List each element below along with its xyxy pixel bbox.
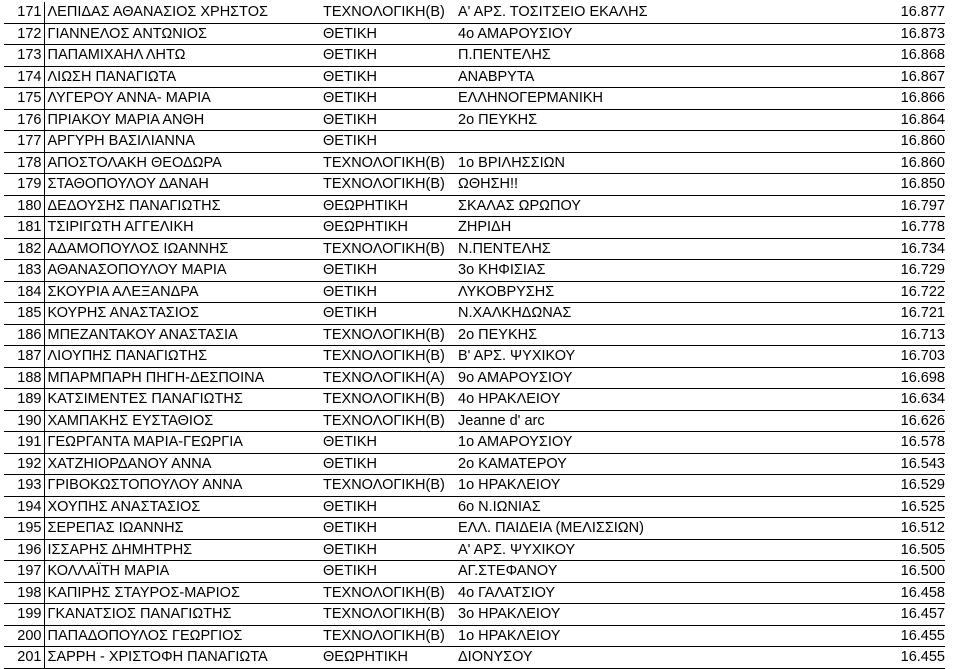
grade-cell: 16.543 bbox=[745, 453, 945, 475]
rank-cell: 186 bbox=[4, 324, 44, 346]
grade-cell: 16.797 bbox=[745, 195, 945, 217]
direction-cell: ΤΕΧΝΟΛΟΓΙΚΗ(Β) bbox=[320, 174, 455, 196]
grade-cell: 16.873 bbox=[745, 23, 945, 45]
rank-cell: 194 bbox=[4, 496, 44, 518]
student-name-cell: ΛΥΓΕΡΟΥ ΑΝΝΑ- ΜΑΡΙΑ bbox=[44, 88, 320, 110]
student-name-cell: ΑΘΑΝΑΣΟΠΟΥΛΟΥ ΜΑΡΙΑ bbox=[44, 260, 320, 282]
school-cell: ΛΥΚΟΒΡΥΣΗΣ bbox=[455, 281, 745, 303]
student-name-cell: ΙΣΣΑΡΗΣ ΔΗΜΗΤΡΗΣ bbox=[44, 539, 320, 561]
direction-cell: ΘΕΤΙΚΗ bbox=[320, 23, 455, 45]
table-row bbox=[4, 217, 945, 239]
grade-cell: 16.698 bbox=[745, 367, 945, 389]
direction-cell: ΤΕΧΝΟΛΟΓΙΚΗ(Β) bbox=[320, 238, 455, 260]
school-cell: ΑΓ.ΣΤΕΦΑΝΟΥ bbox=[455, 561, 745, 583]
school-cell: Ν.ΧΑΛΚΗΔΩΝΑΣ bbox=[455, 303, 745, 325]
student-name-cell: ΠΑΠΑΜΙΧΑΗΛ ΛΗΤΩ bbox=[44, 45, 320, 67]
direction-cell: ΘΕΤΙΚΗ bbox=[320, 88, 455, 110]
direction-cell: ΘΕΤΙΚΗ bbox=[320, 561, 455, 583]
grade-cell: 16.505 bbox=[745, 539, 945, 561]
direction-cell: ΘΕΤΙΚΗ bbox=[320, 432, 455, 454]
grade-cell: 16.713 bbox=[745, 324, 945, 346]
rank-cell: 190 bbox=[4, 410, 44, 432]
student-name-cell: ΣΑΡΡΗ - ΧΡΙΣΤΟΦΗ ΠΑΝΑΓΙΩΤΑ bbox=[44, 647, 320, 669]
direction-cell: ΤΕΧΝΟΛΟΓΙΚΗ(Β) bbox=[320, 475, 455, 497]
student-name-cell: ΓΡΙΒΟΚΩΣΤΟΠΟΥΛΟΥ ΑΝΝΑ bbox=[44, 475, 320, 497]
table-row bbox=[4, 410, 945, 432]
table-row bbox=[4, 45, 945, 67]
grade-cell: 16.867 bbox=[745, 66, 945, 88]
student-name-cell: ΚΑΠΙΡΗΣ ΣΤΑΥΡΟΣ-ΜΑΡΙΟΣ bbox=[44, 582, 320, 604]
rank-cell: 183 bbox=[4, 260, 44, 282]
student-name-cell: ΣΚΟΥΡΙΑ ΑΛΕΞΑΝΔΡΑ bbox=[44, 281, 320, 303]
table-row bbox=[4, 367, 945, 389]
table-row bbox=[4, 475, 945, 497]
school-cell: 4ο ΑΜΑΡΟΥΣΙΟΥ bbox=[455, 23, 745, 45]
rank-cell: 175 bbox=[4, 88, 44, 110]
direction-cell: ΤΕΧΝΟΛΟΓΙΚΗ(Β) bbox=[320, 346, 455, 368]
table-row bbox=[4, 174, 945, 196]
student-name-cell: ΣΕΡΕΠΑΣ ΙΩΑΝΝΗΣ bbox=[44, 518, 320, 540]
direction-cell: ΘΕΤΙΚΗ bbox=[320, 539, 455, 561]
rank-cell: 174 bbox=[4, 66, 44, 88]
direction-cell: ΤΕΧΝΟΛΟΓΙΚΗ(Β) bbox=[320, 410, 455, 432]
direction-cell: ΘΕΤΙΚΗ bbox=[320, 518, 455, 540]
table-row bbox=[4, 131, 945, 153]
rank-cell: 200 bbox=[4, 625, 44, 647]
rank-cell: 197 bbox=[4, 561, 44, 583]
student-name-cell: ΓΕΩΡΓΑΝΤΑ ΜΑΡΙΑ-ΓΕΩΡΓΙΑ bbox=[44, 432, 320, 454]
table-row bbox=[4, 604, 945, 626]
direction-cell: ΤΕΧΝΟΛΟΓΙΚΗ(Β) bbox=[320, 324, 455, 346]
grade-cell: 16.850 bbox=[745, 174, 945, 196]
rank-cell: 184 bbox=[4, 281, 44, 303]
grade-cell: 16.703 bbox=[745, 346, 945, 368]
student-name-cell: ΑΠΟΣΤΟΛΑΚΗ ΘΕΟΔΩΡΑ bbox=[44, 152, 320, 174]
table-row bbox=[4, 561, 945, 583]
school-cell: ΕΛΛΗΝΟΓΕΡΜΑΝΙΚΗ bbox=[455, 88, 745, 110]
table-row bbox=[4, 281, 945, 303]
rank-cell: 177 bbox=[4, 131, 44, 153]
results-table bbox=[4, 2, 945, 669]
school-cell: Α' ΑΡΣ. ΤΟΣΙΤΣΕΙΟ ΕΚΑΛΗΣ bbox=[455, 2, 745, 23]
school-cell: ΑΝΑΒΡΥΤΑ bbox=[455, 66, 745, 88]
grade-cell: 16.729 bbox=[745, 260, 945, 282]
school-cell: Ν.ΠΕΝΤΕΛΗΣ bbox=[455, 238, 745, 260]
grade-cell: 16.455 bbox=[745, 647, 945, 669]
direction-cell: ΘΕΤΙΚΗ bbox=[320, 303, 455, 325]
direction-cell: ΤΕΧΝΟΛΟΓΙΚΗ(Α) bbox=[320, 367, 455, 389]
table-row bbox=[4, 496, 945, 518]
student-name-cell: ΜΠΑΡΜΠΑΡΗ ΠΗΓΗ-ΔΕΣΠΟΙΝΑ bbox=[44, 367, 320, 389]
school-cell: 6ο Ν.ΙΩΝΙΑΣ bbox=[455, 496, 745, 518]
student-name-cell: ΛΕΠΙΔΑΣ ΑΘΑΝΑΣΙΟΣ ΧΡΗΣΤΟΣ bbox=[44, 2, 320, 23]
results-table-body bbox=[4, 2, 945, 668]
grade-cell: 16.866 bbox=[745, 88, 945, 110]
rank-cell: 195 bbox=[4, 518, 44, 540]
table-row bbox=[4, 109, 945, 131]
student-name-cell: ΚΟΥΡΗΣ ΑΝΑΣΤΑΣΙΟΣ bbox=[44, 303, 320, 325]
rank-cell: 180 bbox=[4, 195, 44, 217]
direction-cell: ΤΕΧΝΟΛΟΓΙΚΗ(Β) bbox=[320, 604, 455, 626]
table-row bbox=[4, 303, 945, 325]
direction-cell: ΘΕΤΙΚΗ bbox=[320, 131, 455, 153]
school-cell: 9ο ΑΜΑΡΟΥΣΙΟΥ bbox=[455, 367, 745, 389]
direction-cell: ΤΕΧΝΟΛΟΓΙΚΗ(Β) bbox=[320, 389, 455, 411]
student-name-cell: ΓΙΑΝΝΕΛΟΣ ΑΝΤΩΝΙΟΣ bbox=[44, 23, 320, 45]
student-name-cell: ΑΔΑΜΟΠΟΥΛΟΣ ΙΩΑΝΝΗΣ bbox=[44, 238, 320, 260]
school-cell: ΕΛΛ. ΠΑΙΔΕΙΑ (ΜΕΛΙΣΣΙΩΝ) bbox=[455, 518, 745, 540]
table-row bbox=[4, 195, 945, 217]
direction-cell: ΘΕΤΙΚΗ bbox=[320, 109, 455, 131]
grade-cell: 16.525 bbox=[745, 496, 945, 518]
grade-cell: 16.877 bbox=[745, 2, 945, 23]
direction-cell: ΤΕΧΝΟΛΟΓΙΚΗ(Β) bbox=[320, 625, 455, 647]
grade-cell: 16.626 bbox=[745, 410, 945, 432]
table-row bbox=[4, 2, 945, 23]
school-cell: 3ο ΚΗΦΙΣΙΑΣ bbox=[455, 260, 745, 282]
school-cell: 3ο ΗΡΑΚΛΕΙΟΥ bbox=[455, 604, 745, 626]
school-cell: ΖΗΡΙΔΗ bbox=[455, 217, 745, 239]
school-cell: 4ο ΗΡΑΚΛΕΙΟΥ bbox=[455, 389, 745, 411]
direction-cell: ΤΕΧΝΟΛΟΓΙΚΗ(Β) bbox=[320, 582, 455, 604]
school-cell: ΩΘΗΣΗ!! bbox=[455, 174, 745, 196]
school-cell: Α' ΑΡΣ. ΨΥΧΙΚΟΥ bbox=[455, 539, 745, 561]
student-name-cell: ΠΑΠΑΔΟΠΟΥΛΟΣ ΓΕΩΡΓΙΟΣ bbox=[44, 625, 320, 647]
rank-cell: 201 bbox=[4, 647, 44, 669]
school-cell: 2ο ΠΕΥΚΗΣ bbox=[455, 109, 745, 131]
rank-cell: 191 bbox=[4, 432, 44, 454]
student-name-cell: ΜΠΕΖΑΝΤΑΚΟΥ ΑΝΑΣΤΑΣΙΑ bbox=[44, 324, 320, 346]
rank-cell: 193 bbox=[4, 475, 44, 497]
grade-cell: 16.778 bbox=[745, 217, 945, 239]
rank-cell: 178 bbox=[4, 152, 44, 174]
student-name-cell: ΓΚΑΝΑΤΣΙΟΣ ΠΑΝΑΓΙΩΤΗΣ bbox=[44, 604, 320, 626]
rank-cell: 176 bbox=[4, 109, 44, 131]
table-row bbox=[4, 389, 945, 411]
student-name-cell: ΣΤΑΘΟΠΟΥΛΟΥ ΔΑΝΑΗ bbox=[44, 174, 320, 196]
direction-cell: ΘΕΤΙΚΗ bbox=[320, 260, 455, 282]
school-cell bbox=[455, 131, 745, 153]
grade-cell: 16.721 bbox=[745, 303, 945, 325]
grade-cell: 16.734 bbox=[745, 238, 945, 260]
direction-cell: ΤΕΧΝΟΛΟΓΙΚΗ(Β) bbox=[320, 152, 455, 174]
student-name-cell: ΧΟΥΠΗΣ ΑΝΑΣΤΑΣΙΟΣ bbox=[44, 496, 320, 518]
grade-cell: 16.578 bbox=[745, 432, 945, 454]
table-row bbox=[4, 518, 945, 540]
school-cell: ΣΚΑΛΑΣ ΩΡΩΠΟΥ bbox=[455, 195, 745, 217]
table-row bbox=[4, 346, 945, 368]
school-cell: 1ο ΑΜΑΡΟΥΣΙΟΥ bbox=[455, 432, 745, 454]
rank-cell: 179 bbox=[4, 174, 44, 196]
school-cell: 1ο ΗΡΑΚΛΕΙΟΥ bbox=[455, 625, 745, 647]
table-row bbox=[4, 66, 945, 88]
rank-cell: 173 bbox=[4, 45, 44, 67]
table-row bbox=[4, 647, 945, 669]
table-row bbox=[4, 324, 945, 346]
grade-cell: 16.529 bbox=[745, 475, 945, 497]
table-row bbox=[4, 88, 945, 110]
rank-cell: 199 bbox=[4, 604, 44, 626]
table-row bbox=[4, 432, 945, 454]
rank-cell: 185 bbox=[4, 303, 44, 325]
school-cell: Π.ΠΕΝΤΕΛΗΣ bbox=[455, 45, 745, 67]
grade-cell: 16.860 bbox=[745, 131, 945, 153]
school-cell: 2ο ΠΕΥΚΗΣ bbox=[455, 324, 745, 346]
table-row bbox=[4, 260, 945, 282]
rank-cell: 189 bbox=[4, 389, 44, 411]
direction-cell: ΘΕΤΙΚΗ bbox=[320, 45, 455, 67]
rank-cell: 196 bbox=[4, 539, 44, 561]
grade-cell: 16.860 bbox=[745, 152, 945, 174]
student-name-cell: ΧΑΤΖΗΙΟΡΔΑΝΟΥ ΑΝΝΑ bbox=[44, 453, 320, 475]
student-name-cell: ΛΙΟΥΠΗΣ ΠΑΝΑΓΙΩΤΗΣ bbox=[44, 346, 320, 368]
grade-cell: 16.455 bbox=[745, 625, 945, 647]
student-name-cell: ΚΑΤΣΙΜΕΝΤΕΣ ΠΑΝΑΓΙΩΤΗΣ bbox=[44, 389, 320, 411]
student-name-cell: ΠΡΙΑΚΟΥ ΜΑΡΙΑ ΑΝΘΗ bbox=[44, 109, 320, 131]
rank-cell: 171 bbox=[4, 2, 44, 23]
grade-cell: 16.864 bbox=[745, 109, 945, 131]
rank-cell: 198 bbox=[4, 582, 44, 604]
school-cell: 4ο ΓΑΛΑΤΣΙΟΥ bbox=[455, 582, 745, 604]
direction-cell: ΤΕΧΝΟΛΟΓΙΚΗ(Β) bbox=[320, 2, 455, 23]
direction-cell: ΘΕΤΙΚΗ bbox=[320, 281, 455, 303]
school-cell: 2ο ΚΑΜΑΤΕΡΟΥ bbox=[455, 453, 745, 475]
rank-cell: 182 bbox=[4, 238, 44, 260]
student-name-cell: ΔΕΔΟΥΣΗΣ ΠΑΝΑΓΙΩΤΗΣ bbox=[44, 195, 320, 217]
student-name-cell: ΤΣΙΡΙΓΩΤΗ ΑΓΓΕΛΙΚΗ bbox=[44, 217, 320, 239]
grade-cell: 16.634 bbox=[745, 389, 945, 411]
student-name-cell: ΛΙΩΣΗ ΠΑΝΑΓΙΩΤΑ bbox=[44, 66, 320, 88]
direction-cell: ΘΕΩΡΗΤΙΚΗ bbox=[320, 217, 455, 239]
student-name-cell: ΚΟΛΛΑΪΤΗ ΜΑΡΙΑ bbox=[44, 561, 320, 583]
direction-cell: ΘΕΤΙΚΗ bbox=[320, 453, 455, 475]
grade-cell: 16.500 bbox=[745, 561, 945, 583]
school-cell: Β' ΑΡΣ. ΨΥΧΙΚΟΥ bbox=[455, 346, 745, 368]
direction-cell: ΘΕΩΡΗΤΙΚΗ bbox=[320, 647, 455, 669]
school-cell: ΔΙΟΝΥΣΟΥ bbox=[455, 647, 745, 669]
student-name-cell: ΧΑΜΠΑΚΗΣ ΕΥΣΤΑΘΙΟΣ bbox=[44, 410, 320, 432]
grade-cell: 16.722 bbox=[745, 281, 945, 303]
table-row bbox=[4, 238, 945, 260]
school-cell: Jeanne d' arc bbox=[455, 410, 745, 432]
grade-cell: 16.457 bbox=[745, 604, 945, 626]
table-row bbox=[4, 23, 945, 45]
grade-cell: 16.868 bbox=[745, 45, 945, 67]
rank-cell: 192 bbox=[4, 453, 44, 475]
rank-cell: 181 bbox=[4, 217, 44, 239]
grade-cell: 16.512 bbox=[745, 518, 945, 540]
school-cell: 1ο ΒΡΙΛΗΣΣΙΩΝ bbox=[455, 152, 745, 174]
table-row bbox=[4, 152, 945, 174]
school-cell: 1ο ΗΡΑΚΛΕΙΟΥ bbox=[455, 475, 745, 497]
direction-cell: ΘΕΩΡΗΤΙΚΗ bbox=[320, 195, 455, 217]
direction-cell: ΘΕΤΙΚΗ bbox=[320, 66, 455, 88]
student-name-cell: ΑΡΓΥΡΗ ΒΑΣΙΛΙΑΝΝΑ bbox=[44, 131, 320, 153]
grade-cell: 16.458 bbox=[745, 582, 945, 604]
table-row bbox=[4, 625, 945, 647]
rank-cell: 187 bbox=[4, 346, 44, 368]
table-row bbox=[4, 539, 945, 561]
rank-cell: 188 bbox=[4, 367, 44, 389]
table-row bbox=[4, 453, 945, 475]
direction-cell: ΘΕΤΙΚΗ bbox=[320, 496, 455, 518]
rank-cell: 172 bbox=[4, 23, 44, 45]
table-row bbox=[4, 582, 945, 604]
